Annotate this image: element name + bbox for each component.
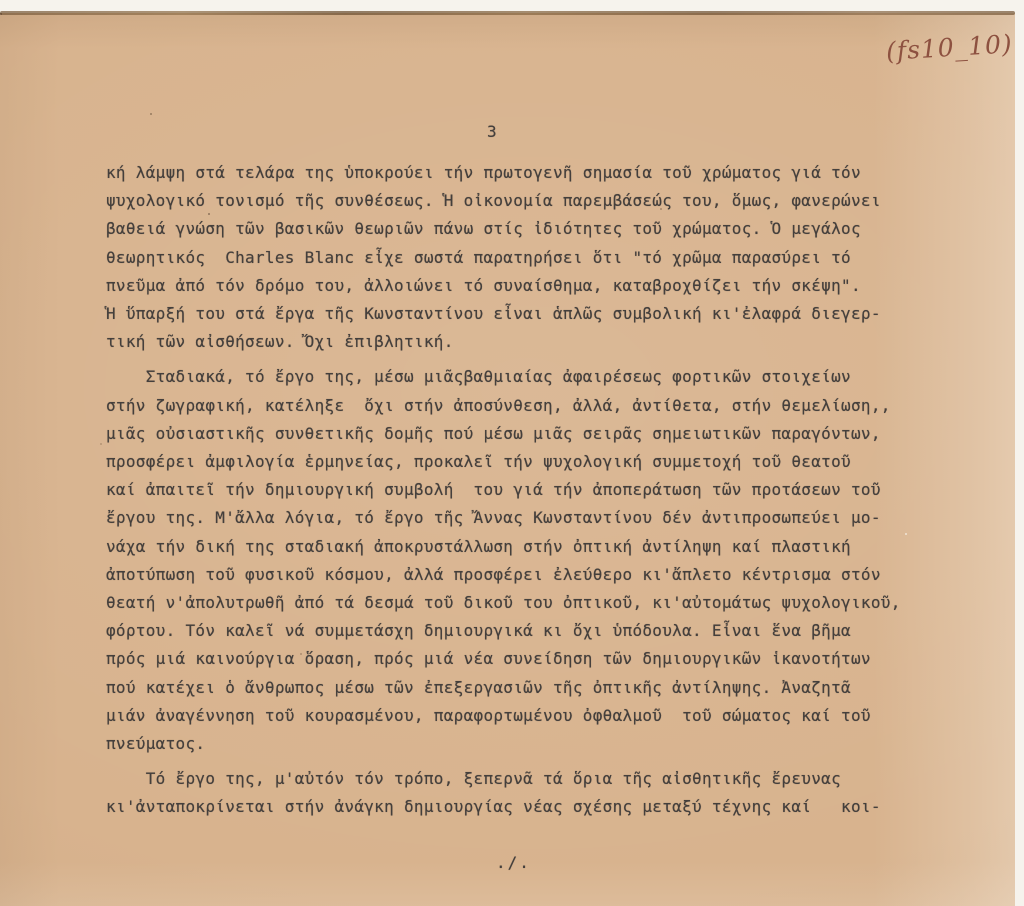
typewritten-line: ἀποτύπωση τοῦ φυσικοῦ κόσμου, ἀλλά προσφέρει ἐλεύθερο κι'ἄπλετο κέντρισμα στόν [106,564,881,584]
page-number: 3 [487,122,497,141]
typewritten-line: Σταδιακά, τό ἔργο της, μέσω μιᾶςβαθμιαίας ἀφαιρέσεως φορτικῶν στοιχείων [106,367,851,387]
typewritten-line: φόρτου. Τόν καλεῖ νά συμμετάσχη δημιουργικά κι ὄχι ὑπόδουλα. Εἶναι ἕνα βῆμα [106,621,851,641]
typewritten-line: πνεύματος. [106,734,206,754]
typewritten-text [106,159,946,822]
typewritten-line: προσφέρει ἀμφιλογία ἑρμηνείας, προκαλεῖ τήν ψυχολογική συμμετοχή τοῦ θεατοῦ [106,452,851,472]
paragraph-1 [106,159,946,356]
typewritten-line: πνεῦμα ἀπό τόν δρόμο του, ἀλλοιώνει τό συναίσθημα, καταβροχθίζει τήν σκέψη". [106,275,861,295]
handwritten-annotation: (fs10_10) [885,29,1014,66]
typewritten-line: κι'ἀνταποκρίνεται στήν ἀνάγκη δημιουργίας νέας σχέσης μεταξύ τέχνης καί κοι- [106,797,881,817]
typewritten-line: νάχα τήν δική της σταδιακή ἀποκρυστάλλωση στήν ὀπτική ἀντίληψη καί πλαστική [106,536,851,556]
typewritten-line: πού κατέχει ὁ ἄνθρωπος μέσω τῶν ἐπεξεργασιῶν τῆς ὀπτικῆς ἀντίληψης. Ἀναζητᾶ [106,677,851,697]
typewritten-line: κή λάμψη στά τελάρα της ὑποκρούει τήν πρωτογενῆ σημασία τοῦ χρώματος γιά τόν [106,163,861,182]
typewritten-line: βαθειά γνώση τῶν βασικῶν θεωριῶν πάνω στίς ἰδιότητες τοῦ χρώματος. Ὁ μεγάλος [106,219,861,239]
typewritten-line: μιάν ἀναγέννηση τοῦ κουρασμένου, παραφορτωμένου ὀφθαλμοῦ τοῦ σώματος καί τοῦ [106,705,871,725]
paragraph-2 [106,363,946,758]
typewritten-line: τική τῶν αἰσθήσεων. Ὄχι ἐπιβλητική. [106,332,454,352]
typewritten-line: θεατή ν'ἀπολυτρωθῆ ἀπό τά δεσμά τοῦ δικοῦ του ὀπτικοῦ, κι'αὐτομάτως ψυχολογικοῦ, [106,593,901,613]
continuation-mark: ./. [496,853,531,872]
typewritten-line: Τό ἔργο της, μ'αὐτόν τόν τρόπο, ξεπερνᾶ τά ὅρια τῆς αἰσθητικῆς ἔρευνας [106,769,842,789]
paragraph-3 [106,765,946,821]
typewritten-line: καί ἀπαιτεῖ τήν δημιουργική συμβολή του γιά τήν ἀποπεράτωση τῶν προτάσεων τοῦ [106,480,881,500]
typewritten-line: ψυχολογικό τονισμό τῆς συνθέσεως. Ἡ οἰκονομία παρεμβάσεώς του, ὅμως, φανερώνει [106,191,881,211]
typewritten-line: Ἡ ὕπαρξή του στά ἔργα τῆς Κωνσταντίνου εἶναι ἁπλῶς συμβολική κι'ἐλαφρά διεγερ- [106,304,881,324]
typewritten-line: στήν ζωγραφική, κατέληξε ὄχι στήν ἀποσύνθεση, ἀλλά, ἀντίθετα, στήν θεμελίωση,, [106,395,891,415]
paper-sheet [0,13,1015,906]
typewritten-line: θεωρητικός Charles Blanc εἶχε σωστά παρατηρήσει ὅτι "τό χρῶμα παρασύρει τό [106,247,851,267]
typewritten-line: πρός μιά καινούργια ὅραση, πρός μιά νέα συνείδηση τῶν δημιουργικῶν ἱκανοτήτων [106,649,871,669]
typewritten-line: μιᾶς οὐσιαστικῆς συνθετικῆς δομῆς πού μέσω μιᾶς σειρᾶς σημειωτικῶν παραγόντων, [106,423,881,443]
paper-specks [0,13,2,15]
typewritten-line: ἔργου της. Μ'ἄλλα λόγια, τό ἔργο τῆς Ἄννας Κωνσταντίνου δέν ἀντιπροσωπεύει μο- [106,508,881,528]
